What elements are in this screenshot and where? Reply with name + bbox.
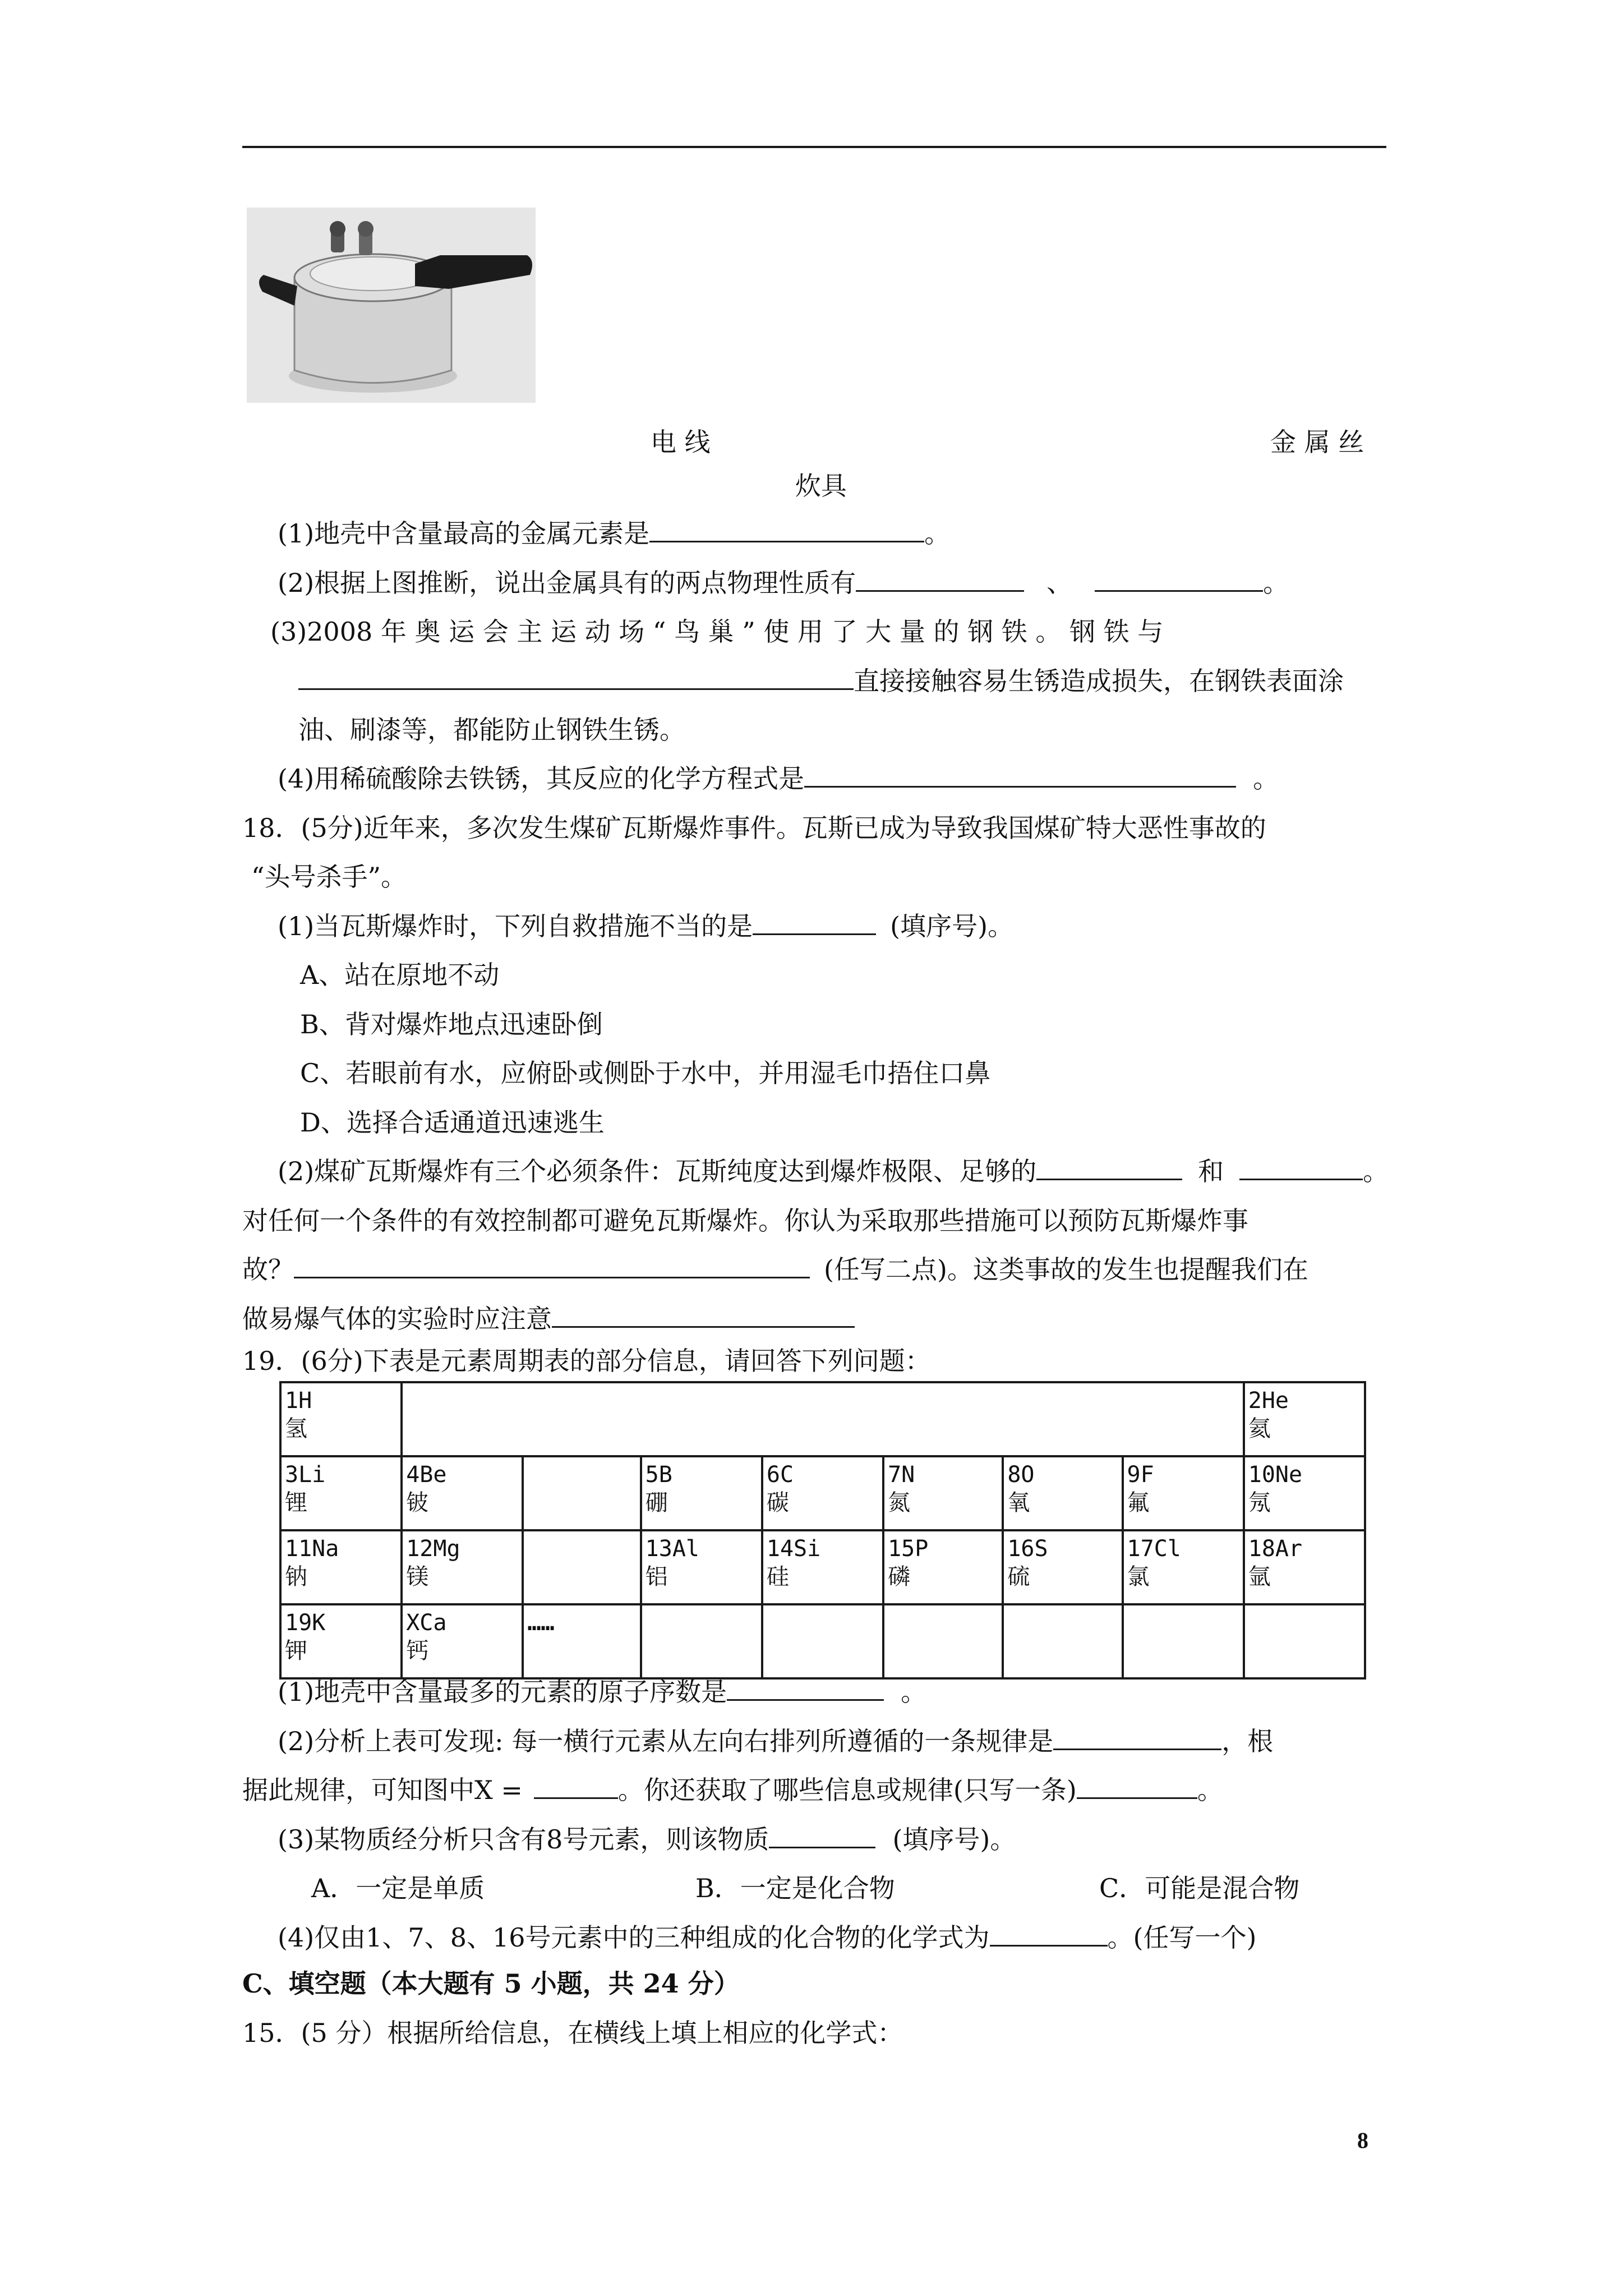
q19-option-b: B．一定是化合物 xyxy=(695,1873,895,1903)
answer-blank[interactable] xyxy=(990,1922,1108,1947)
empty-cell xyxy=(883,1604,1003,1678)
element-cell: 11Na 钠 xyxy=(280,1530,402,1604)
q18-part1: (1)当瓦斯爆炸时，下列自救措施不当的是 (填序号)。 xyxy=(278,911,1014,941)
q19-stem: 19．(6分)下表是元素周期表的部分信息，请回答下列问题： xyxy=(242,1346,931,1376)
element-cell: 1H 氢 xyxy=(280,1382,402,1456)
q19-option-c: C．可能是混合物 xyxy=(1099,1873,1300,1903)
element-cell: 12Mg 镁 xyxy=(402,1530,523,1604)
header-rule xyxy=(242,146,1386,148)
empty-cell xyxy=(641,1604,762,1678)
answer-blank[interactable] xyxy=(649,518,924,542)
element-cell: 3Li 锂 xyxy=(280,1456,402,1530)
table-row xyxy=(280,1382,1365,1456)
empty-cell xyxy=(1123,1604,1244,1678)
element-cell xyxy=(523,1456,640,1530)
element-cell: 18Ar 氩 xyxy=(1244,1530,1365,1604)
q17-part3-line3: 油、刷漆等，都能防止钢铁生锈。 xyxy=(298,715,685,745)
answer-blank[interactable] xyxy=(1077,1775,1197,1799)
empty-cell xyxy=(762,1604,883,1678)
q17-part1: (1)地壳中含量最高的金属元素是 。 xyxy=(278,518,951,549)
pressure-cooker-image xyxy=(247,208,536,403)
answer-blank[interactable] xyxy=(552,1304,855,1328)
q19-part4: (4)仅由1、7、8、16号元素中的三种组成的化合物的化学式为 。(任写一个) xyxy=(278,1922,1257,1953)
answer-blank[interactable] xyxy=(534,1775,618,1799)
q19-part2-line2: 据此规律，可知图中X = 。你还获取了哪些信息或规律(只写一条) 。 xyxy=(242,1775,1223,1805)
element-cell: 10Ne 氖 xyxy=(1244,1456,1365,1530)
element-cell: 7N 氮 xyxy=(883,1456,1003,1530)
q18-option-d: D、选择合适通道迅速逃生 xyxy=(300,1107,605,1138)
answer-blank[interactable] xyxy=(298,666,854,690)
q18-part2-line1: (2)煤矿瓦斯爆炸有三个必须条件：瓦斯纯度达到爆炸极限、足够的 和 。 xyxy=(278,1156,1389,1186)
answer-blank[interactable] xyxy=(727,1677,884,1701)
q18-stem-line1: 18．(5分)近年来，多次发生煤矿瓦斯爆炸事件。瓦斯已成为导致我国煤矿特大恶性事故的 xyxy=(242,813,1266,843)
q19-option-a: A．一定是单质 xyxy=(311,1873,485,1903)
figure-label-metal-wire: 金 属 丝 xyxy=(1270,427,1364,457)
q18-part2-line4: 做易爆气体的实验时应注意 xyxy=(242,1299,855,1336)
page-number: 8 xyxy=(1357,2128,1368,2153)
empty-cell xyxy=(1003,1604,1122,1678)
q18-part2-line2: 对任何一个条件的有效控制都可避免瓦斯爆炸。你认为采取那些措施可以预防瓦斯爆炸事 xyxy=(242,1205,1248,1236)
q18-option-a: A、站在原地不动 xyxy=(300,960,500,990)
table-row xyxy=(280,1530,1365,1604)
answer-blank[interactable] xyxy=(1053,1726,1221,1750)
q18-part2-line3: 故？ (任写二点)。这类事故的发生也提醒我们在 xyxy=(242,1254,1308,1285)
q18-option-c: C、若眼前有水，应俯卧或侧卧于水中，并用湿毛巾捂住口鼻 xyxy=(300,1058,991,1088)
section-c-heading: C、填空题（本大题有 5 小题，共 24 分） xyxy=(242,1968,740,1999)
answer-blank[interactable] xyxy=(769,1824,875,1848)
q15-stem: 15．(5 分）根据所给信息，在横线上填上相应的化学式： xyxy=(242,2018,903,2048)
element-cell: 9F 氟 xyxy=(1123,1456,1244,1530)
element-cell: 15P 磷 xyxy=(883,1530,1003,1604)
empty-span-cell xyxy=(402,1382,1244,1456)
element-cell: 13Al 铝 xyxy=(641,1530,762,1604)
answer-blank[interactable] xyxy=(1239,1156,1363,1180)
answer-blank[interactable] xyxy=(1036,1156,1182,1180)
element-cell: 4Be 铍 xyxy=(402,1456,523,1530)
element-cell: 8O 氧 xyxy=(1003,1456,1122,1530)
q18-option-b: B、背对爆炸地点迅速卧倒 xyxy=(300,1009,603,1039)
q18-stem-line2: “头号杀手”。 xyxy=(251,862,407,892)
element-cell: XCa 钙 xyxy=(402,1604,523,1678)
answer-blank[interactable] xyxy=(804,763,1236,788)
q17-part3-line1: (3)2008 年 奥 运 会 主 运 动 场 “ 鸟 巢 ” 使 用 了 大 量 的 钢 铁 。 钢 铁 与 xyxy=(270,616,1164,647)
figure-label-cookware: 炊具 xyxy=(795,471,847,501)
q17-part2: (2)根据上图推断，说出金属具有的两点物理性质有 、 。 xyxy=(278,568,1289,598)
element-cell: 2He 氦 xyxy=(1244,1382,1365,1456)
q17-part3-line2: 直接接触容易生锈造成损失，在钢铁表面涂 xyxy=(298,661,1344,698)
element-cell: 6C 碳 xyxy=(762,1456,883,1530)
q17-part4: (4)用稀硫酸除去铁锈，其反应的化学方程式是 。 xyxy=(278,763,1279,794)
q19-part2-line1: (2)分析上表可发现: 每一横行元素从左向右排列所遵循的一条规律是 ，根 xyxy=(278,1726,1274,1756)
element-cell: …… xyxy=(523,1604,640,1678)
element-cell: 5B 硼 xyxy=(641,1456,762,1530)
table-row xyxy=(280,1456,1365,1530)
answer-blank[interactable] xyxy=(1095,568,1263,592)
periodic-table xyxy=(279,1381,1366,1680)
q19-part3: (3)某物质经分析只含有8号元素，则该物质 (填序号)。 xyxy=(278,1824,1016,1855)
answer-blank[interactable] xyxy=(856,568,1024,592)
q19-part1: (1)地壳中含量最多的元素的原子序数是 。 xyxy=(278,1677,927,1707)
empty-cell xyxy=(1244,1604,1365,1678)
answer-blank[interactable] xyxy=(294,1254,810,1278)
answer-blank[interactable] xyxy=(753,911,876,935)
element-cell: 17Cl 氯 xyxy=(1123,1530,1244,1604)
table-row xyxy=(280,1604,1365,1678)
element-cell: 19K 钾 xyxy=(280,1604,402,1678)
element-cell: 16S 硫 xyxy=(1003,1530,1122,1604)
element-cell xyxy=(523,1530,640,1604)
figure-label-wire: 电 线 xyxy=(651,427,711,457)
element-cell: 14Si 硅 xyxy=(762,1530,883,1604)
